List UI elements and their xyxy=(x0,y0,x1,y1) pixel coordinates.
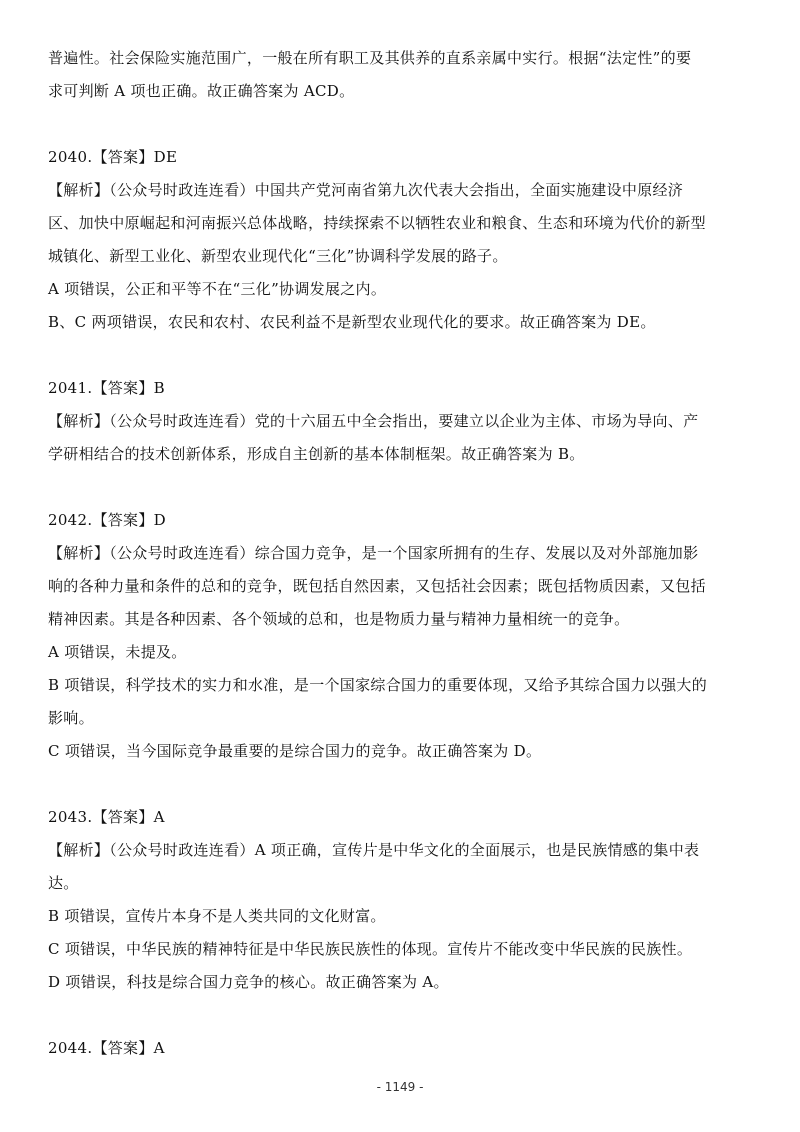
text-line: C 项错误，中华民族的精神特征是中华民族民族性的体现。宣传片不能改变中华民族的民族性。 xyxy=(48,940,693,958)
text-line: 【解析】（公众号时政连连看）A 项正确，宣传片是中华文化的全面展示，也是民族情感的集中表 xyxy=(48,841,700,859)
text-line: 影响。 xyxy=(48,709,94,727)
text-line: 城镇化、新型工业化、新型农业现代化“三化”协调科学发展的路子。 xyxy=(48,247,508,265)
answer-header: 2040.【答案】DE xyxy=(48,148,178,166)
text-line: D 项错误，科技是综合国力竞争的核心。故正确答案为 A。 xyxy=(48,973,449,991)
text-line: 响的各种力量和条件的总和的竞争，既包括自然因素，又包括社会因素；既包括物质因素，又包括 xyxy=(48,577,706,595)
text-line: 达。 xyxy=(48,874,79,892)
answer-header: 2043.【答案】A xyxy=(48,808,165,826)
intro-block xyxy=(48,42,760,108)
answer-2044 xyxy=(48,1032,760,1065)
answer-header: 2044.【答案】A xyxy=(48,1039,165,1057)
text-line: C 项错误，当今国际竞争最重要的是综合国力的竞争。故正确答案为 D。 xyxy=(48,742,542,760)
answer-header: 2041.【答案】B xyxy=(48,379,165,397)
text-line: 求可判断 A 项也正确。故正确答案为 ACD。 xyxy=(48,82,355,100)
text-line: 普遍性。社会保险实施范围广，一般在所有职工及其供养的直系亲属中实行。根据“法定性”的要 xyxy=(48,49,692,67)
text-line: 【解析】（公众号时政连连看）综合国力竞争，是一个国家所拥有的生存、发展以及对外部施加影 xyxy=(48,544,699,562)
text-line: 区、加快中原崛起和河南振兴总体战略，持续探索不以牺牲农业和粮食、生态和环境为代价的新型 xyxy=(48,214,706,232)
text-line: A 项错误，未提及。 xyxy=(48,643,187,661)
text-line: B 项错误，科学技术的实力和水准，是一个国家综合国力的重要体现，又给予其综合国力以强大的 xyxy=(48,676,707,694)
page-number: - 1149 - xyxy=(376,1080,424,1094)
answer-header: 2042.【答案】D xyxy=(48,511,166,529)
answer-2041 xyxy=(48,372,760,471)
text-line: A 项错误，公正和平等不在“三化”协调发展之内。 xyxy=(48,280,387,298)
text-line: 【解析】（公众号时政连连看）中国共产党河南省第九次代表大会指出，全面实施建设中原经济 xyxy=(48,181,684,199)
document-page xyxy=(48,42,760,1065)
answer-2043 xyxy=(48,801,760,999)
text-line: 【解析】（公众号时政连连看）党的十六届五中全会指出，要建立以企业为主体、市场为导向、产 xyxy=(48,412,699,430)
text-line: B 项错误，宣传片本身不是人类共同的文化财富。 xyxy=(48,907,386,925)
text-line: 精神因素。其是各种因素、各个领域的总和，也是物质力量与精神力量相统一的竞争。 xyxy=(48,610,630,628)
answer-2040 xyxy=(48,141,760,339)
text-line: B、C 两项错误，农民和农村、农民利益不是新型农业现代化的要求。故正确答案为 DE。 xyxy=(48,313,656,331)
text-line: 学研相结合的技术创新体系，形成自主创新的基本体制框架。故正确答案为 B。 xyxy=(48,445,585,463)
answer-2042 xyxy=(48,504,760,768)
